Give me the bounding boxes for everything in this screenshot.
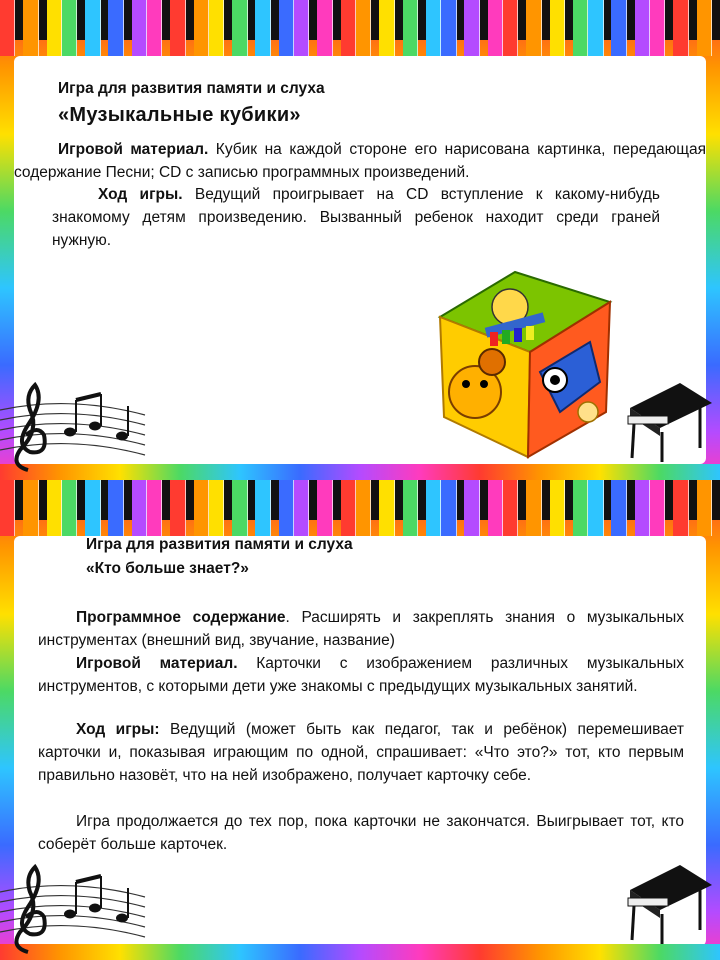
piano-key-black bbox=[395, 480, 403, 520]
piano-key bbox=[426, 0, 441, 56]
piano-key bbox=[0, 0, 15, 56]
piano-key bbox=[441, 480, 456, 536]
program-text: . Расширять и закреплять знания о музыкальных инструментах (внешний вид, звучание, название) bbox=[38, 609, 684, 649]
piano-key-black bbox=[665, 0, 673, 40]
piano-key bbox=[255, 480, 270, 536]
piano-key-black bbox=[542, 480, 550, 520]
piano-key bbox=[132, 0, 147, 56]
piano-key bbox=[147, 0, 162, 56]
piano-key-black bbox=[418, 0, 426, 40]
grand-piano-icon bbox=[620, 378, 716, 464]
piano-key bbox=[294, 0, 309, 56]
howto-paragraph bbox=[38, 718, 684, 787]
piano-key-black bbox=[542, 0, 550, 40]
material-paragraph bbox=[14, 138, 706, 184]
piano-key bbox=[232, 0, 247, 56]
piano-key-black bbox=[689, 0, 697, 40]
piano-key bbox=[403, 480, 418, 536]
piano-key bbox=[108, 480, 123, 536]
piano-key bbox=[170, 0, 185, 56]
piano-key bbox=[356, 480, 371, 536]
piano-key bbox=[294, 480, 309, 536]
piano-key bbox=[132, 480, 147, 536]
piano-key-black bbox=[480, 0, 488, 40]
piano-key-black bbox=[101, 0, 109, 40]
piano-key-black bbox=[309, 480, 317, 520]
howto-paragraph bbox=[52, 183, 660, 252]
piano-key bbox=[635, 0, 650, 56]
piano-keys-border bbox=[0, 0, 720, 56]
piano-key-black bbox=[248, 480, 256, 520]
piano-key bbox=[0, 480, 15, 536]
card-subtitle: Игра для развития памяти и слуха bbox=[58, 80, 325, 97]
piano-key-black bbox=[186, 0, 194, 40]
piano-key bbox=[488, 480, 503, 536]
material-text: Карточки с изображением различных музыкальных инструментов, с которыми дети уже знакомы с предыдущих музыкальных занятий. bbox=[38, 655, 684, 695]
piano-key bbox=[341, 0, 356, 56]
piano-key bbox=[255, 0, 270, 56]
piano-key bbox=[673, 0, 688, 56]
card-title: «Музыкальные кубики» bbox=[58, 104, 301, 126]
piano-key bbox=[650, 480, 665, 536]
piano-key-black bbox=[39, 0, 47, 40]
treble-clef-icon bbox=[16, 385, 44, 470]
piano-key bbox=[209, 480, 224, 536]
piano-keys-border bbox=[0, 480, 720, 536]
piano-key bbox=[108, 0, 123, 56]
piano-key bbox=[379, 480, 394, 536]
piano-key-black bbox=[371, 0, 379, 40]
piano-key bbox=[403, 0, 418, 56]
toy-cube-image bbox=[430, 262, 620, 462]
piano-key bbox=[356, 0, 371, 56]
piano-key-black bbox=[39, 480, 47, 520]
piano-key-black bbox=[15, 480, 23, 520]
piano-key bbox=[441, 0, 456, 56]
piano-key-black bbox=[395, 0, 403, 40]
music-notes-icon bbox=[0, 852, 150, 960]
piano-key bbox=[464, 0, 479, 56]
card-subtitle: Игра для развития памяти и слуха bbox=[86, 536, 353, 553]
piano-key-black bbox=[333, 0, 341, 40]
piano-key bbox=[526, 480, 541, 536]
piano-key bbox=[550, 480, 565, 536]
piano-key-black bbox=[309, 0, 317, 40]
grand-piano-icon bbox=[620, 860, 716, 946]
piano-key bbox=[23, 480, 38, 536]
material-paragraph bbox=[38, 652, 684, 698]
piano-key-black bbox=[162, 0, 170, 40]
piano-key bbox=[503, 480, 518, 536]
piano-key bbox=[573, 0, 588, 56]
ending-text: Игра продолжается до тех пор, пока карточки не закончатся. Выигрывает тот, кто соберёт больше карточек. bbox=[38, 813, 684, 853]
piano-key-black bbox=[224, 480, 232, 520]
piano-key-black bbox=[15, 0, 23, 40]
treble-clef-icon bbox=[16, 867, 44, 952]
piano-key bbox=[317, 480, 332, 536]
piano-key-black bbox=[480, 480, 488, 520]
piano-key bbox=[47, 0, 62, 56]
piano-key-black bbox=[665, 480, 673, 520]
game-card-who-knows-more bbox=[0, 480, 720, 960]
piano-key-black bbox=[712, 480, 720, 520]
howto-label: Ход игры: bbox=[76, 721, 160, 738]
piano-key bbox=[697, 480, 712, 536]
piano-key bbox=[62, 480, 77, 536]
piano-key bbox=[635, 480, 650, 536]
piano-key bbox=[611, 0, 626, 56]
piano-key bbox=[550, 0, 565, 56]
piano-key-black bbox=[77, 480, 85, 520]
piano-key bbox=[673, 480, 688, 536]
piano-key bbox=[379, 0, 394, 56]
piano-key bbox=[526, 0, 541, 56]
piano-key bbox=[85, 480, 100, 536]
piano-key bbox=[279, 0, 294, 56]
card-title: «Кто больше знает?» bbox=[86, 560, 249, 577]
piano-key-black bbox=[627, 0, 635, 40]
piano-key bbox=[697, 0, 712, 56]
piano-key bbox=[426, 480, 441, 536]
piano-key bbox=[194, 480, 209, 536]
piano-key bbox=[573, 480, 588, 536]
piano-key bbox=[147, 480, 162, 536]
piano-key-black bbox=[162, 480, 170, 520]
piano-key bbox=[170, 480, 185, 536]
piano-key-black bbox=[518, 480, 526, 520]
piano-key-black bbox=[627, 480, 635, 520]
piano-key bbox=[194, 0, 209, 56]
piano-key bbox=[464, 480, 479, 536]
piano-key-black bbox=[457, 480, 465, 520]
piano-key-black bbox=[271, 0, 279, 40]
piano-key-black bbox=[248, 0, 256, 40]
piano-key-black bbox=[271, 480, 279, 520]
piano-key bbox=[611, 480, 626, 536]
program-paragraph bbox=[38, 606, 684, 652]
piano-key-black bbox=[565, 0, 573, 40]
piano-key-black bbox=[77, 0, 85, 40]
piano-key bbox=[279, 480, 294, 536]
piano-key bbox=[23, 0, 38, 56]
piano-key bbox=[62, 0, 77, 56]
piano-key-black bbox=[224, 0, 232, 40]
piano-key bbox=[209, 0, 224, 56]
piano-key bbox=[650, 0, 665, 56]
piano-key-black bbox=[712, 0, 720, 40]
piano-key-black bbox=[418, 480, 426, 520]
piano-key bbox=[232, 480, 247, 536]
piano-key bbox=[47, 480, 62, 536]
howto-text: Ведущий (может быть как педагог, так и ребёнок) перемешивает карточки и, показывая играющим по одной, спрашивает: «Что это?» тот, кто первым правильно назовёт, что на ней изображено, получает карточку себе. bbox=[38, 721, 684, 784]
piano-key-black bbox=[518, 0, 526, 40]
piano-key-black bbox=[604, 0, 612, 40]
material-label: Игровой материал. bbox=[76, 655, 238, 672]
piano-key-black bbox=[604, 480, 612, 520]
piano-key bbox=[588, 480, 603, 536]
piano-key bbox=[488, 0, 503, 56]
howto-label: Ход игры. bbox=[98, 186, 183, 203]
music-notes-icon bbox=[0, 370, 150, 480]
piano-key-black bbox=[457, 0, 465, 40]
piano-key-black bbox=[689, 480, 697, 520]
ending-paragraph bbox=[38, 810, 684, 856]
piano-key bbox=[85, 0, 100, 56]
howto-text: Ведущий проигрывает на CD вступление к какому-нибудь знакомому детям произведению. Вызванный ребенок находит среди граней нужную. bbox=[52, 186, 660, 249]
piano-key bbox=[317, 0, 332, 56]
material-label: Игровой материал. bbox=[58, 141, 209, 158]
piano-key-black bbox=[124, 480, 132, 520]
piano-key-black bbox=[371, 480, 379, 520]
piano-key bbox=[588, 0, 603, 56]
piano-key-black bbox=[565, 480, 573, 520]
piano-key-black bbox=[333, 480, 341, 520]
piano-key-black bbox=[101, 480, 109, 520]
piano-key bbox=[503, 0, 518, 56]
piano-key-black bbox=[186, 480, 194, 520]
piano-key bbox=[341, 480, 356, 536]
program-label: Программное содержание bbox=[76, 609, 286, 626]
material-text: Кубик на каждой стороне его нарисована картинка, передающая содержание Песни; CD с записью программных произведений. bbox=[14, 141, 706, 181]
piano-key-black bbox=[124, 0, 132, 40]
